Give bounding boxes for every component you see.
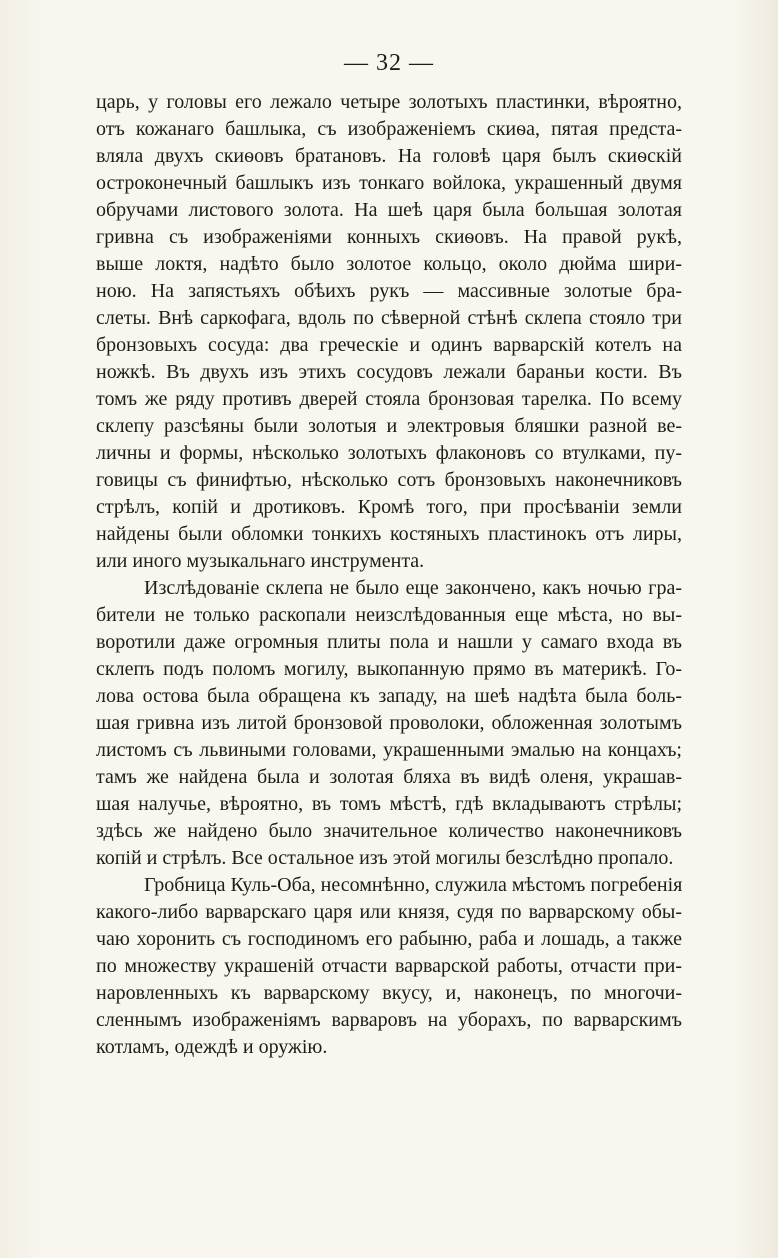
page-number: — 32 — xyxy=(344,50,434,76)
text-line: личны и формы, нѣсколько золотыхъ флаконовъ со втулками, пу- xyxy=(96,442,682,464)
text-line: склепу разсѣяны были золотыя и электровыя бляшки разной ве- xyxy=(96,415,682,437)
text-line: томъ же ряду противъ дверей стояла бронзовая тарелка. По всему xyxy=(96,388,682,410)
body-text xyxy=(96,89,682,1061)
paragraph-1 xyxy=(96,89,682,575)
text-line: воротили даже огромныя плиты пола и нашли у самаго входа въ xyxy=(96,631,682,653)
text-line: по множеству украшеній отчасти варварской работы, отчасти при- xyxy=(96,955,682,977)
text-line: остроконечный башлыкъ изъ тонкаго войлока, украшенный двумя xyxy=(96,172,682,194)
text-line: ною. На запястьяхъ обѣихъ рукъ — массивные золотые бра- xyxy=(96,280,682,302)
text-line: склепъ подъ поломъ могилу, выкопанную прямо въ материкѣ. Го- xyxy=(96,658,682,680)
text-line: котламъ, одеждѣ и оружію. xyxy=(96,1036,328,1058)
text-line: копій и стрѣлъ. Все остальное изъ этой могилы безслѣдно пропало. xyxy=(96,847,674,869)
text-line: говицы съ финифтью, нѣсколько сотъ бронзовыхъ наконечниковъ xyxy=(96,469,682,491)
paragraph-3 xyxy=(96,872,682,1061)
text-line: какого-либо варварскаго царя или князя, судя по варварскому обы- xyxy=(96,901,682,923)
text-line: здѣсь же найдено было значительное количество наконечниковъ xyxy=(96,820,682,842)
text-line: бители не только раскопали неизслѣдованныя еще мѣста, но вы- xyxy=(96,604,682,626)
text-line: тамъ же найдена была и золотая бляха въ видѣ оленя, украшав- xyxy=(96,766,682,788)
text-line: вляла двухъ скиѳовъ братановъ. На головѣ царя былъ скиѳскій xyxy=(96,145,682,167)
text-line: Изслѣдованіе склепа не было еще закончено, какъ ночью гра- xyxy=(144,577,682,599)
text-line: царь, у головы его лежало четыре золотыхъ пластинки, вѣроятно, xyxy=(96,91,682,113)
text-line: шая налучье, вѣроятно, въ томъ мѣстѣ, гдѣ вкладываютъ стрѣлы; xyxy=(96,793,682,815)
text-line: бронзовыхъ сосуда: два греческіе и одинъ варварскій котелъ на xyxy=(96,334,682,356)
text-line: обручами листового золота. На шеѣ царя была большая золотая xyxy=(96,199,682,221)
text-line: листомъ съ львиными головами, украшенными эмалью на концахъ; xyxy=(96,739,682,761)
text-line: гривна съ изображеніями конныхъ скиѳовъ. На правой рукѣ, xyxy=(96,226,682,248)
text-line: чаю хоронить съ господиномъ его рабыню, раба и лошадь, а также xyxy=(96,928,682,950)
text-line: сленнымъ изображеніямъ варваровъ на уборахъ, по варварскимъ xyxy=(96,1009,682,1031)
text-line: найдены были обломки тонкихъ костяныхъ пластинокъ отъ лиры, xyxy=(96,523,682,545)
text-line: отъ кожанаго башлыка, съ изображеніемъ скиѳа, пятая предста- xyxy=(96,118,682,140)
text-line: Гробница Куль-Оба, несомнѣнно, служила мѣстомъ погребенія xyxy=(144,874,682,896)
text-line: стрѣлъ, копій и дротиковъ. Кромѣ того, при просѣваніи земли xyxy=(96,496,682,518)
text-line: шая гривна изъ литой бронзовой проволоки, обложенная золотымъ xyxy=(96,712,682,734)
text-line: лова остова была обращена къ западу, на шеѣ надѣта была боль- xyxy=(96,685,682,707)
text-line: выше локтя, надѣто было золотое кольцо, около дюйма шири- xyxy=(96,253,682,275)
text-line: наровленныхъ къ варварскому вкусу, и, наконецъ, по многочи- xyxy=(96,982,682,1004)
text-line: ножкѣ. Въ двухъ изъ этихъ сосудовъ лежали бараньи кости. Въ xyxy=(96,361,682,383)
text-line: слеты. Внѣ саркофага, вдоль по сѣверной стѣнѣ склепа стояло три xyxy=(96,307,682,329)
paragraph-2 xyxy=(96,575,682,872)
text-line: или иного музыкальнаго инструмента. xyxy=(96,550,425,572)
